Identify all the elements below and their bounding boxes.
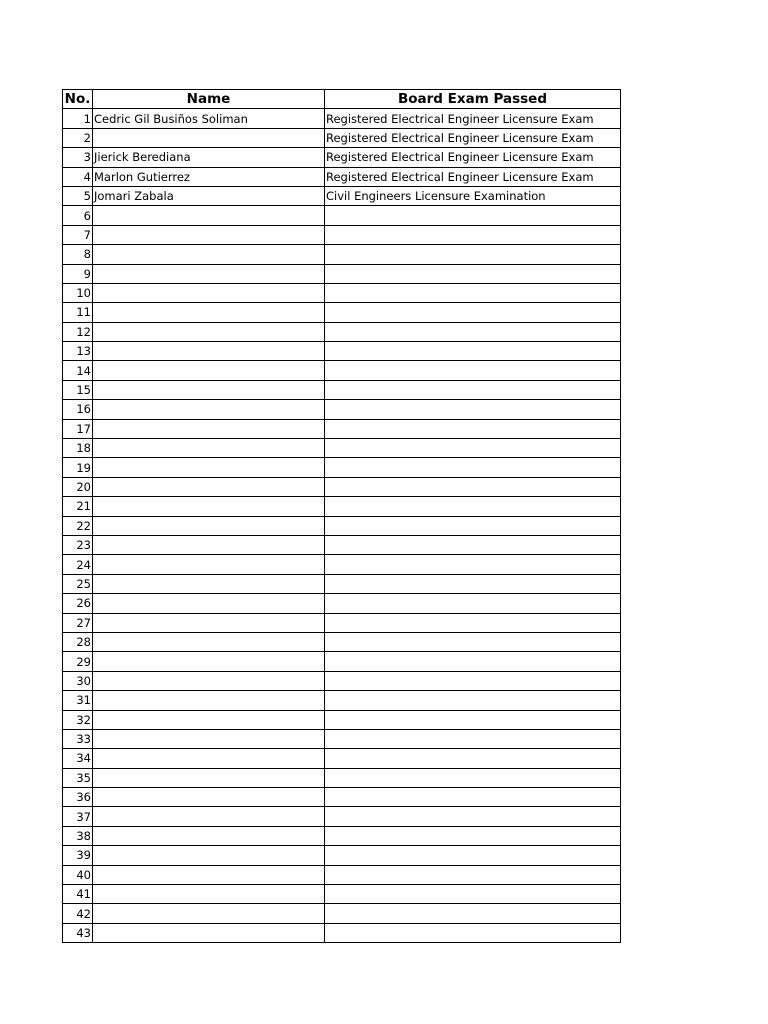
row-number-cell[interactable]: 28 [63,632,93,651]
name-cell[interactable] [93,691,325,710]
row-number-cell[interactable]: 24 [63,555,93,574]
table-row [63,846,621,865]
name-cell[interactable] [93,245,325,264]
table-row [63,885,621,904]
table-row [63,148,621,167]
table-row [63,691,621,710]
row-number-cell[interactable]: 16 [63,400,93,419]
table-row [63,652,621,671]
row-number-cell[interactable]: 23 [63,535,93,554]
board-exam-cell[interactable] [325,555,621,574]
board-exam-cell[interactable] [325,652,621,671]
table-row [63,342,621,361]
table-row [63,322,621,341]
row-number-cell[interactable]: 42 [63,904,93,923]
header-board-exam[interactable]: Board Exam Passed [325,90,621,109]
board-exam-cell[interactable] [325,710,621,729]
table-row [63,283,621,302]
table-body [63,109,621,943]
board-exam-cell[interactable] [325,807,621,826]
name-cell[interactable] [93,419,325,438]
board-exam-cell[interactable] [325,826,621,845]
table-row [63,535,621,554]
row-number-cell[interactable]: 4 [63,167,93,186]
board-exam-cell[interactable] [325,225,621,244]
name-cell[interactable] [93,361,325,380]
header-name[interactable]: Name [93,90,325,109]
table-row [63,729,621,748]
row-number-cell[interactable]: 38 [63,826,93,845]
table-row [63,167,621,186]
row-number-cell[interactable]: 26 [63,594,93,613]
board-exam-cell[interactable]: Registered Electrical Engineer Licensure Exam [325,148,621,167]
name-cell[interactable] [93,632,325,651]
table-row [63,109,621,128]
table-row [63,826,621,845]
name-cell[interactable] [93,788,325,807]
table-row [63,904,621,923]
board-exam-cell[interactable] [325,380,621,399]
name-cell[interactable] [93,885,325,904]
row-number-cell[interactable]: 6 [63,206,93,225]
table-row [63,632,621,651]
table-row [63,361,621,380]
board-exam-cell[interactable] [325,497,621,516]
board-exam-cell[interactable]: Registered Electrical Engineer Licensure Exam [325,128,621,147]
name-cell[interactable] [93,826,325,845]
row-number-cell[interactable]: 5 [63,186,93,205]
board-exam-cell[interactable] [325,283,621,302]
name-cell[interactable] [93,477,325,496]
board-exam-cell[interactable] [325,361,621,380]
row-number-cell[interactable]: 25 [63,574,93,593]
name-cell[interactable] [93,729,325,748]
table-row [63,923,621,942]
name-cell[interactable] [93,303,325,322]
name-cell[interactable] [93,923,325,942]
row-number-cell[interactable]: 39 [63,846,93,865]
name-cell[interactable] [93,458,325,477]
board-exam-cell[interactable] [325,303,621,322]
row-number-cell[interactable]: 19 [63,458,93,477]
board-exam-cell[interactable] [325,594,621,613]
table-row [63,594,621,613]
name-cell[interactable] [93,322,325,341]
table-row [63,865,621,884]
name-cell[interactable] [93,865,325,884]
board-exam-cell[interactable] [325,768,621,787]
row-number-cell[interactable]: 13 [63,342,93,361]
board-exam-cell[interactable] [325,632,621,651]
name-cell[interactable] [93,710,325,729]
name-cell[interactable] [93,574,325,593]
board-exam-cell[interactable] [325,516,621,535]
board-exam-cell[interactable] [325,904,621,923]
row-number-cell[interactable]: 18 [63,439,93,458]
name-cell[interactable]: Jomari Zabala [93,186,325,205]
row-number-cell[interactable]: 17 [63,419,93,438]
row-number-cell[interactable]: 14 [63,361,93,380]
row-number-cell[interactable]: 31 [63,691,93,710]
row-number-cell[interactable]: 7 [63,225,93,244]
board-exam-cell[interactable] [325,245,621,264]
row-number-cell[interactable]: 43 [63,923,93,942]
table-row [63,206,621,225]
table-row [63,225,621,244]
row-number-cell[interactable]: 41 [63,885,93,904]
name-cell[interactable] [93,380,325,399]
name-cell[interactable] [93,535,325,554]
name-cell[interactable] [93,264,325,283]
row-number-cell[interactable]: 20 [63,477,93,496]
board-exam-cell[interactable] [325,691,621,710]
name-cell[interactable] [93,846,325,865]
row-number-cell[interactable]: 32 [63,710,93,729]
table-row [63,380,621,399]
row-number-cell[interactable]: 33 [63,729,93,748]
board-exam-cell[interactable] [325,535,621,554]
name-cell[interactable] [93,671,325,690]
name-cell[interactable] [93,497,325,516]
table-row [63,516,621,535]
name-cell[interactable] [93,206,325,225]
row-number-cell[interactable]: 2 [63,128,93,147]
table-row [63,419,621,438]
board-exam-cell[interactable] [325,613,621,632]
name-cell[interactable]: Marlon Gutierrez [93,167,325,186]
header-row [63,90,621,109]
name-cell[interactable] [93,225,325,244]
name-cell[interactable] [93,400,325,419]
name-cell[interactable] [93,807,325,826]
header-no[interactable]: No. [63,90,93,109]
table-row [63,574,621,593]
board-exam-cell[interactable] [325,749,621,768]
name-cell[interactable] [93,283,325,302]
board-exam-cell[interactable] [325,206,621,225]
name-cell[interactable] [93,652,325,671]
table-row [63,303,621,322]
board-exam-cell[interactable] [325,671,621,690]
row-number-cell[interactable]: 3 [63,148,93,167]
table-row [63,477,621,496]
board-exam-cell[interactable] [325,788,621,807]
name-cell[interactable] [93,594,325,613]
board-exam-cell[interactable] [325,729,621,748]
board-exam-cell[interactable] [325,865,621,884]
name-cell[interactable] [93,128,325,147]
board-exam-cell[interactable]: Civil Engineers Licensure Examination [325,186,621,205]
table-row [63,497,621,516]
row-number-cell[interactable]: 36 [63,788,93,807]
name-cell[interactable] [93,516,325,535]
name-cell[interactable] [93,768,325,787]
row-number-cell[interactable]: 15 [63,380,93,399]
row-number-cell[interactable]: 34 [63,749,93,768]
board-exam-cell[interactable] [325,458,621,477]
row-number-cell[interactable]: 10 [63,283,93,302]
row-number-cell[interactable]: 40 [63,865,93,884]
row-number-cell[interactable]: 8 [63,245,93,264]
table-row [63,264,621,283]
table-row [63,749,621,768]
board-exam-table [62,89,621,943]
table-row [63,555,621,574]
table-row [63,807,621,826]
table-row [63,768,621,787]
table-row [63,788,621,807]
row-number-cell[interactable]: 21 [63,497,93,516]
name-cell[interactable] [93,439,325,458]
row-number-cell[interactable]: 1 [63,109,93,128]
board-exam-cell[interactable] [325,400,621,419]
table-row [63,439,621,458]
name-cell[interactable] [93,555,325,574]
row-number-cell[interactable]: 35 [63,768,93,787]
row-number-cell[interactable]: 12 [63,322,93,341]
name-cell[interactable] [93,342,325,361]
row-number-cell[interactable]: 30 [63,671,93,690]
board-exam-cell[interactable] [325,439,621,458]
board-exam-cell[interactable]: Registered Electrical Engineer Licensure Exam [325,109,621,128]
name-cell[interactable] [93,613,325,632]
board-exam-cell[interactable] [325,322,621,341]
table-row [63,128,621,147]
table-row [63,710,621,729]
name-cell[interactable] [93,904,325,923]
board-exam-cell[interactable]: Registered Electrical Engineer Licensure Exam [325,167,621,186]
table-row [63,186,621,205]
row-number-cell[interactable]: 22 [63,516,93,535]
name-cell[interactable] [93,749,325,768]
row-number-cell[interactable]: 37 [63,807,93,826]
table-row [63,245,621,264]
name-cell[interactable]: Jierick Berediana [93,148,325,167]
board-exam-cell[interactable] [325,885,621,904]
row-number-cell[interactable]: 27 [63,613,93,632]
table-row [63,400,621,419]
row-number-cell[interactable]: 11 [63,303,93,322]
board-exam-cell[interactable] [325,419,621,438]
row-number-cell[interactable]: 29 [63,652,93,671]
table-row [63,458,621,477]
board-exam-cell[interactable] [325,574,621,593]
table-row [63,613,621,632]
board-exam-cell[interactable] [325,264,621,283]
board-exam-cell[interactable] [325,342,621,361]
table-row [63,671,621,690]
row-number-cell[interactable]: 9 [63,264,93,283]
board-exam-cell[interactable] [325,923,621,942]
name-cell[interactable]: Cedric Gil Busiños Soliman [93,109,325,128]
board-exam-cell[interactable] [325,846,621,865]
board-exam-cell[interactable] [325,477,621,496]
